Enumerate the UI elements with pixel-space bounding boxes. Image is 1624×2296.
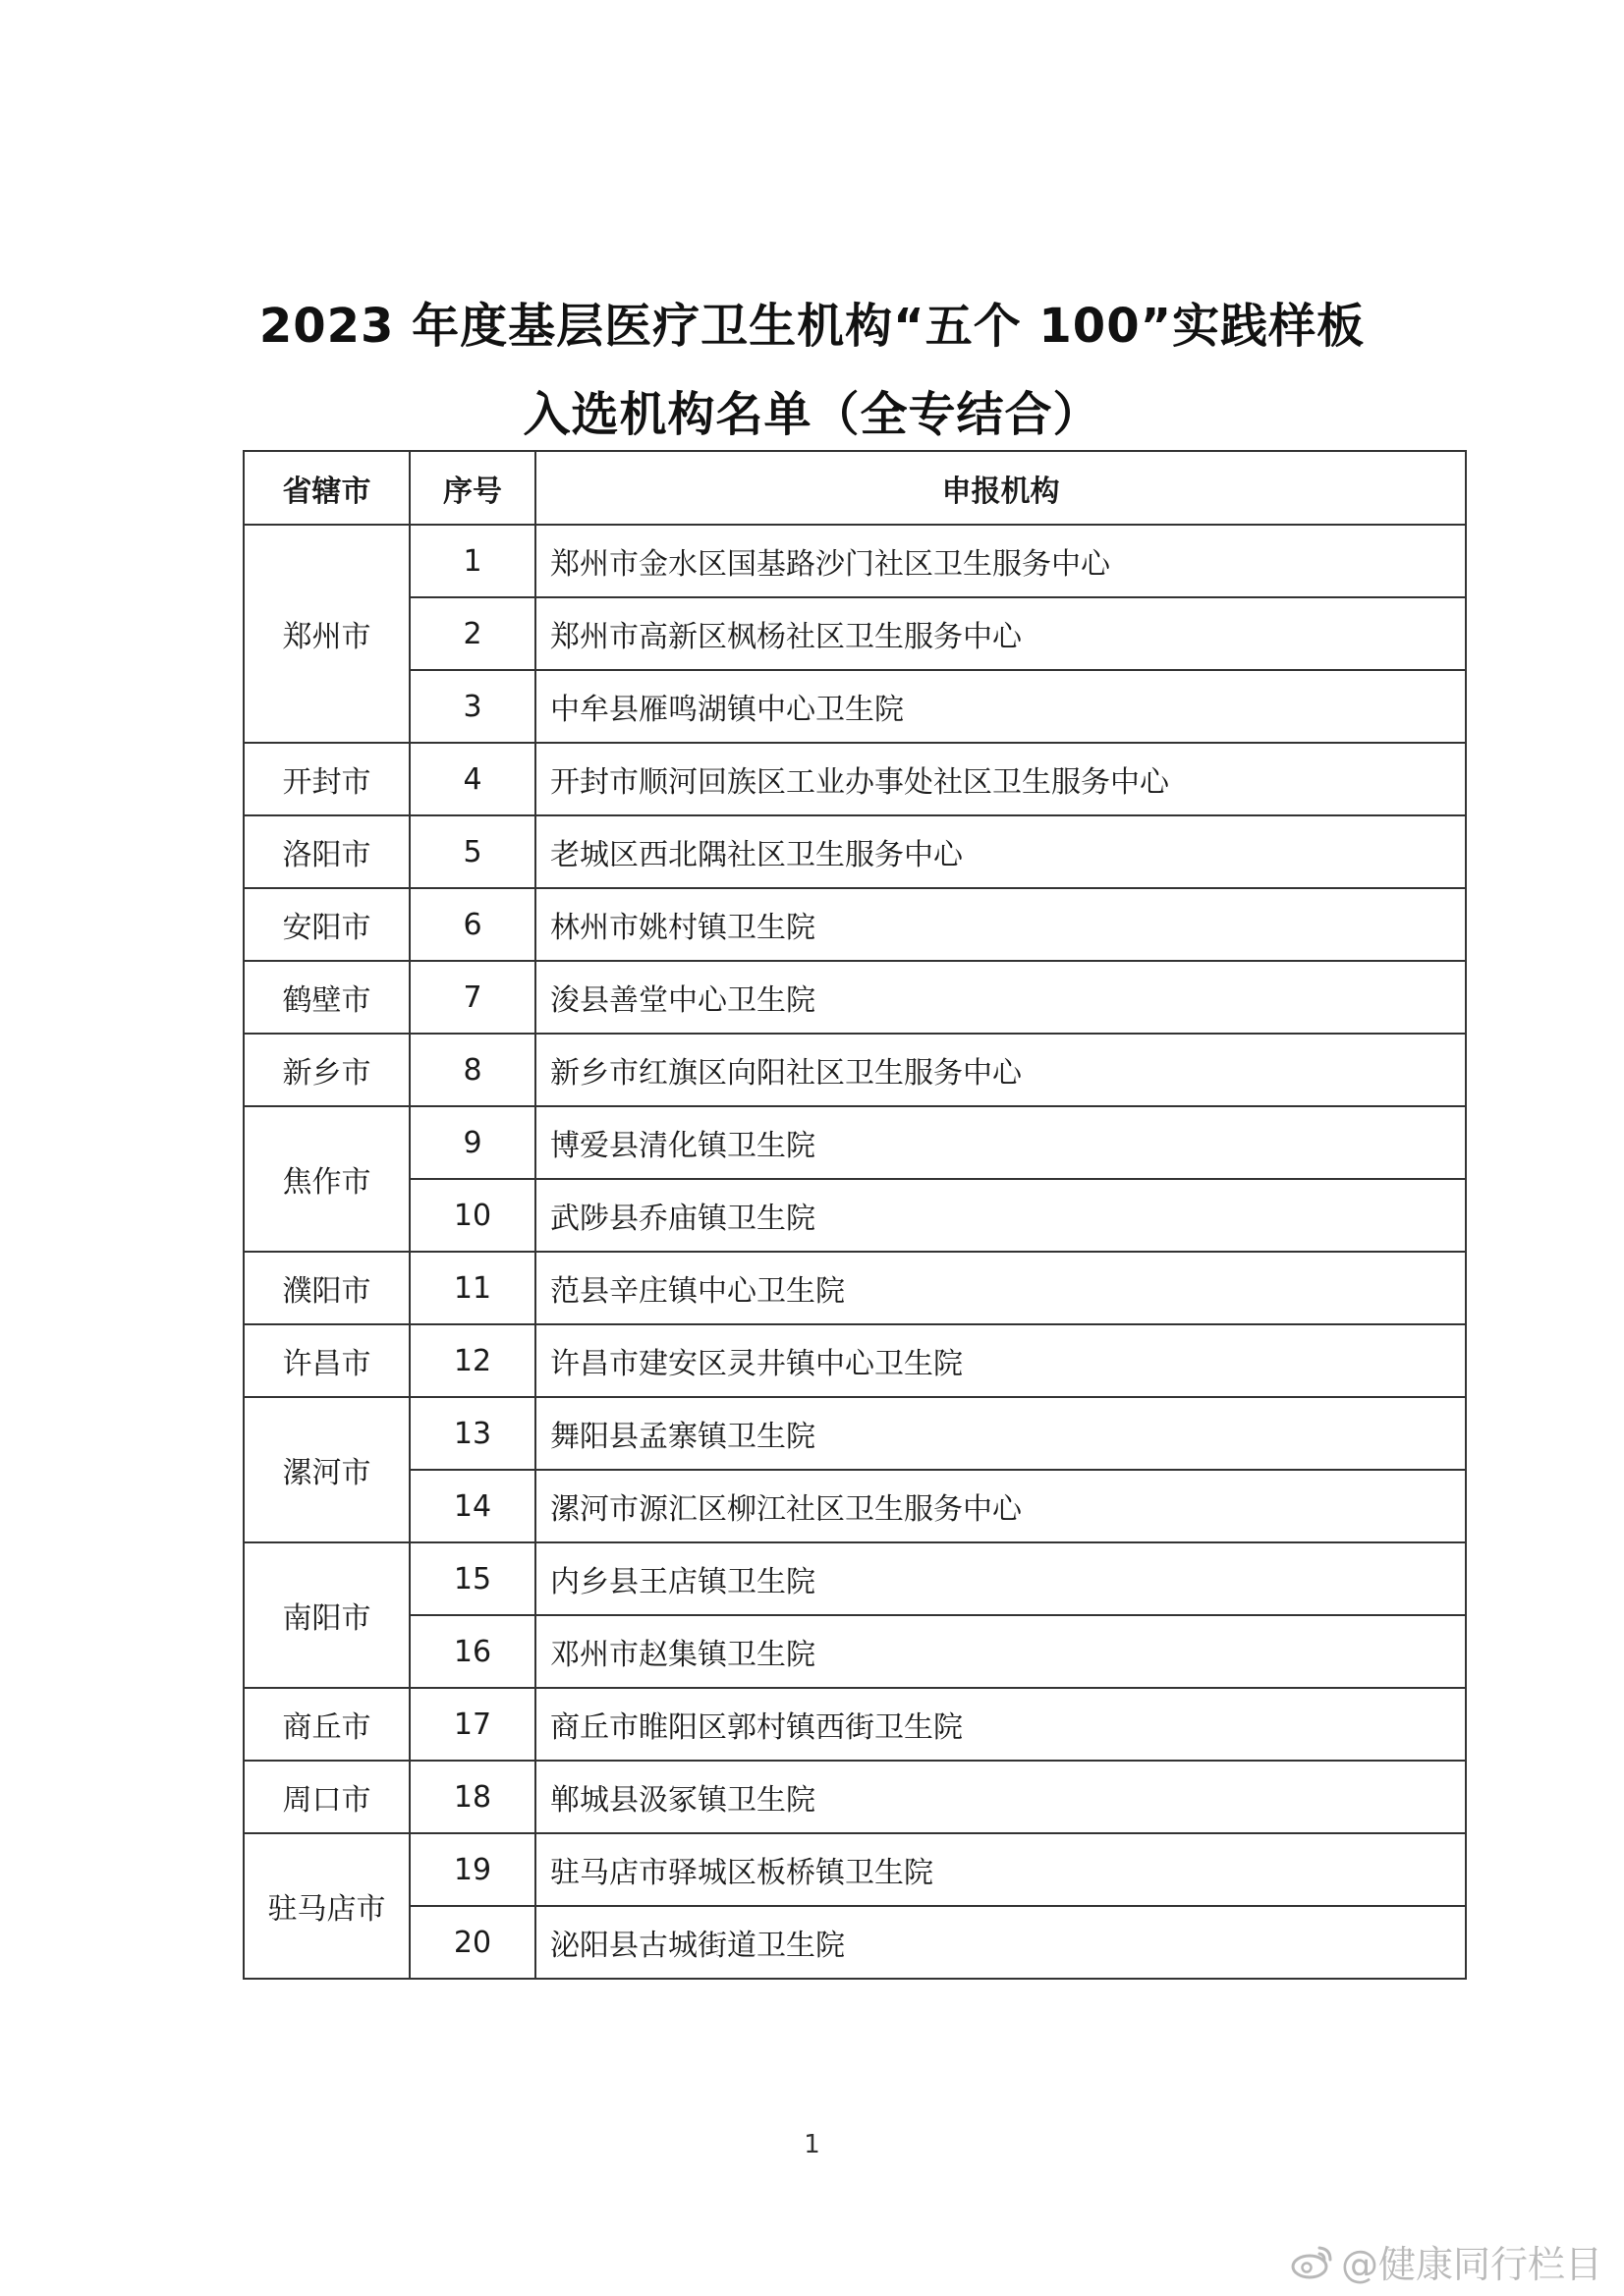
institution-cell: 浚县善堂中心卫生院 bbox=[535, 961, 1466, 1034]
seq-cell: 5 bbox=[410, 815, 535, 888]
watermark-text: @健康同行栏目 bbox=[1340, 2243, 1602, 2286]
institution-table bbox=[243, 450, 1467, 1980]
city-cell: 郑州市 bbox=[244, 525, 410, 743]
seq-cell: 16 bbox=[410, 1615, 535, 1688]
seq-cell: 1 bbox=[410, 525, 535, 597]
table-row bbox=[244, 1179, 1466, 1252]
seq-cell: 12 bbox=[410, 1324, 535, 1397]
table-row bbox=[244, 1397, 1466, 1470]
institution-cell: 郑州市金水区国基路沙门社区卫生服务中心 bbox=[535, 525, 1466, 597]
city-cell: 周口市 bbox=[244, 1761, 410, 1833]
city-cell: 许昌市 bbox=[244, 1324, 410, 1397]
table-row bbox=[244, 1324, 1466, 1397]
city-cell: 安阳市 bbox=[244, 888, 410, 961]
institution-cell: 林州市姚村镇卫生院 bbox=[535, 888, 1466, 961]
city-cell: 漯河市 bbox=[244, 1397, 410, 1542]
page-number: 1 bbox=[804, 2130, 820, 2159]
institution-cell: 驻马店市驿城区板桥镇卫生院 bbox=[535, 1833, 1466, 1906]
seq-cell: 3 bbox=[410, 670, 535, 743]
seq-cell: 10 bbox=[410, 1179, 535, 1252]
document-title-line1: 2023 年度基层医疗卫生机构“五个 100”实践样板 bbox=[258, 299, 1366, 354]
table-row bbox=[244, 525, 1466, 597]
institution-cell: 许昌市建安区灵井镇中心卫生院 bbox=[535, 1324, 1466, 1397]
institution-cell: 老城区西北隅社区卫生服务中心 bbox=[535, 815, 1466, 888]
city-cell: 商丘市 bbox=[244, 1688, 410, 1761]
seq-cell: 20 bbox=[410, 1906, 535, 1979]
city-cell: 南阳市 bbox=[244, 1542, 410, 1688]
table-row bbox=[244, 1542, 1466, 1615]
institution-cell: 舞阳县孟寨镇卫生院 bbox=[535, 1397, 1466, 1470]
table-row bbox=[244, 1833, 1466, 1906]
table-row bbox=[244, 1906, 1466, 1979]
seq-cell: 19 bbox=[410, 1833, 535, 1906]
city-cell: 洛阳市 bbox=[244, 815, 410, 888]
seq-cell: 8 bbox=[410, 1034, 535, 1106]
header-org: 申报机构 bbox=[535, 451, 1466, 525]
table-row bbox=[244, 1034, 1466, 1106]
institution-cell: 漯河市源汇区柳江社区卫生服务中心 bbox=[535, 1470, 1466, 1542]
table-body bbox=[244, 525, 1466, 1979]
table-row bbox=[244, 1252, 1466, 1324]
institution-cell: 郸城县汲冢镇卫生院 bbox=[535, 1761, 1466, 1833]
table-row bbox=[244, 961, 1466, 1034]
table-row bbox=[244, 1688, 1466, 1761]
table-row bbox=[244, 1106, 1466, 1179]
institution-cell: 泌阳县古城街道卫生院 bbox=[535, 1906, 1466, 1979]
seq-cell: 7 bbox=[410, 961, 535, 1034]
table-row bbox=[244, 815, 1466, 888]
city-cell: 鹤壁市 bbox=[244, 961, 410, 1034]
city-cell: 驻马店市 bbox=[244, 1833, 410, 1979]
seq-cell: 18 bbox=[410, 1761, 535, 1833]
document-title-line2: 入选机构名单（全专结合） bbox=[523, 387, 1101, 442]
weibo-icon bbox=[1290, 2243, 1335, 2280]
table-row bbox=[244, 1761, 1466, 1833]
institution-cell: 开封市顺河回族区工业办事处社区卫生服务中心 bbox=[535, 743, 1466, 815]
table-row bbox=[244, 670, 1466, 743]
institution-cell: 邓州市赵集镇卫生院 bbox=[535, 1615, 1466, 1688]
seq-cell: 2 bbox=[410, 597, 535, 670]
institution-cell: 范县辛庄镇中心卫生院 bbox=[535, 1252, 1466, 1324]
table-row bbox=[244, 1470, 1466, 1542]
seq-cell: 4 bbox=[410, 743, 535, 815]
table-row bbox=[244, 597, 1466, 670]
institution-cell: 中牟县雁鸣湖镇中心卫生院 bbox=[535, 670, 1466, 743]
institution-cell: 内乡县王店镇卫生院 bbox=[535, 1542, 1466, 1615]
seq-cell: 14 bbox=[410, 1470, 535, 1542]
institution-cell: 商丘市睢阳区郭村镇西街卫生院 bbox=[535, 1688, 1466, 1761]
table-row bbox=[244, 888, 1466, 961]
city-cell: 焦作市 bbox=[244, 1106, 410, 1252]
institution-cell: 郑州市高新区枫杨社区卫生服务中心 bbox=[535, 597, 1466, 670]
table-row bbox=[244, 1615, 1466, 1688]
institution-cell: 武陟县乔庙镇卫生院 bbox=[535, 1179, 1466, 1252]
seq-cell: 15 bbox=[410, 1542, 535, 1615]
table-row bbox=[244, 743, 1466, 815]
seq-cell: 13 bbox=[410, 1397, 535, 1470]
seq-cell: 6 bbox=[410, 888, 535, 961]
city-cell: 新乡市 bbox=[244, 1034, 410, 1106]
institution-cell: 博爱县清化镇卫生院 bbox=[535, 1106, 1466, 1179]
institution-cell: 新乡市红旗区向阳社区卫生服务中心 bbox=[535, 1034, 1466, 1106]
seq-cell: 9 bbox=[410, 1106, 535, 1179]
table-header-row bbox=[244, 451, 1466, 525]
header-city: 省辖市 bbox=[244, 451, 410, 525]
city-cell: 濮阳市 bbox=[244, 1252, 410, 1324]
seq-cell: 11 bbox=[410, 1252, 535, 1324]
header-seq: 序号 bbox=[410, 451, 535, 525]
city-cell: 开封市 bbox=[244, 743, 410, 815]
watermark bbox=[1290, 2234, 1602, 2288]
seq-cell: 17 bbox=[410, 1688, 535, 1761]
